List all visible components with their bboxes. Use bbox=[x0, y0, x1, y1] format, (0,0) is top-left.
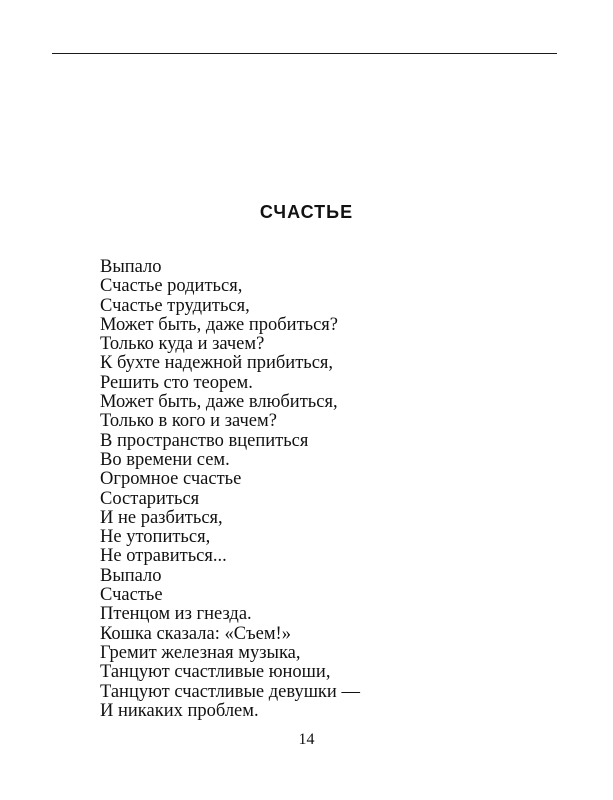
poem-line: Танцуют счастливые юноши, bbox=[100, 662, 331, 683]
poem-line: Во времени сем. bbox=[100, 449, 230, 470]
poem-line: Не утопиться, bbox=[100, 527, 211, 548]
header-rule bbox=[52, 53, 557, 54]
page-number: 14 bbox=[298, 731, 315, 748]
poem-body bbox=[100, 258, 360, 721]
poem-line: Птенцом из гнезда. bbox=[100, 604, 252, 625]
poem-line: Гремит железная музыка, bbox=[100, 642, 301, 663]
poem-line: Не отравиться... bbox=[100, 546, 227, 567]
poem-line: Решить сто теорем. bbox=[100, 372, 253, 393]
poem-line: И не разбиться, bbox=[100, 507, 223, 528]
poem-line: Может быть, даже влюбиться, bbox=[100, 392, 338, 413]
poem-line: Кошка сказала: «Съем!» bbox=[100, 623, 291, 644]
poem-line: Выпало bbox=[100, 565, 162, 586]
poem-line: Танцуют счастливые девушки — bbox=[100, 681, 360, 702]
poem-line: Может быть, даже пробиться? bbox=[100, 314, 339, 335]
poem-line: В пространство вцепиться bbox=[100, 430, 309, 451]
poem-line: И никаких проблем. bbox=[100, 700, 259, 721]
poem-line: Огромное счастье bbox=[100, 469, 242, 490]
poem-line: Только в кого и зачем? bbox=[100, 411, 277, 432]
poem-line: Только куда и зачем? bbox=[100, 334, 265, 355]
poem-title: СЧАСТЬЕ bbox=[259, 202, 354, 222]
poem-line: К бухте надежной прибиться, bbox=[100, 353, 334, 374]
poem-line: Счастье bbox=[100, 585, 163, 606]
poem-line: Счастье трудиться, bbox=[100, 295, 250, 316]
poem-line: Выпало bbox=[100, 257, 162, 277]
poem-line: Состариться bbox=[100, 488, 200, 509]
poem-line: Счастье родиться, bbox=[100, 276, 243, 297]
